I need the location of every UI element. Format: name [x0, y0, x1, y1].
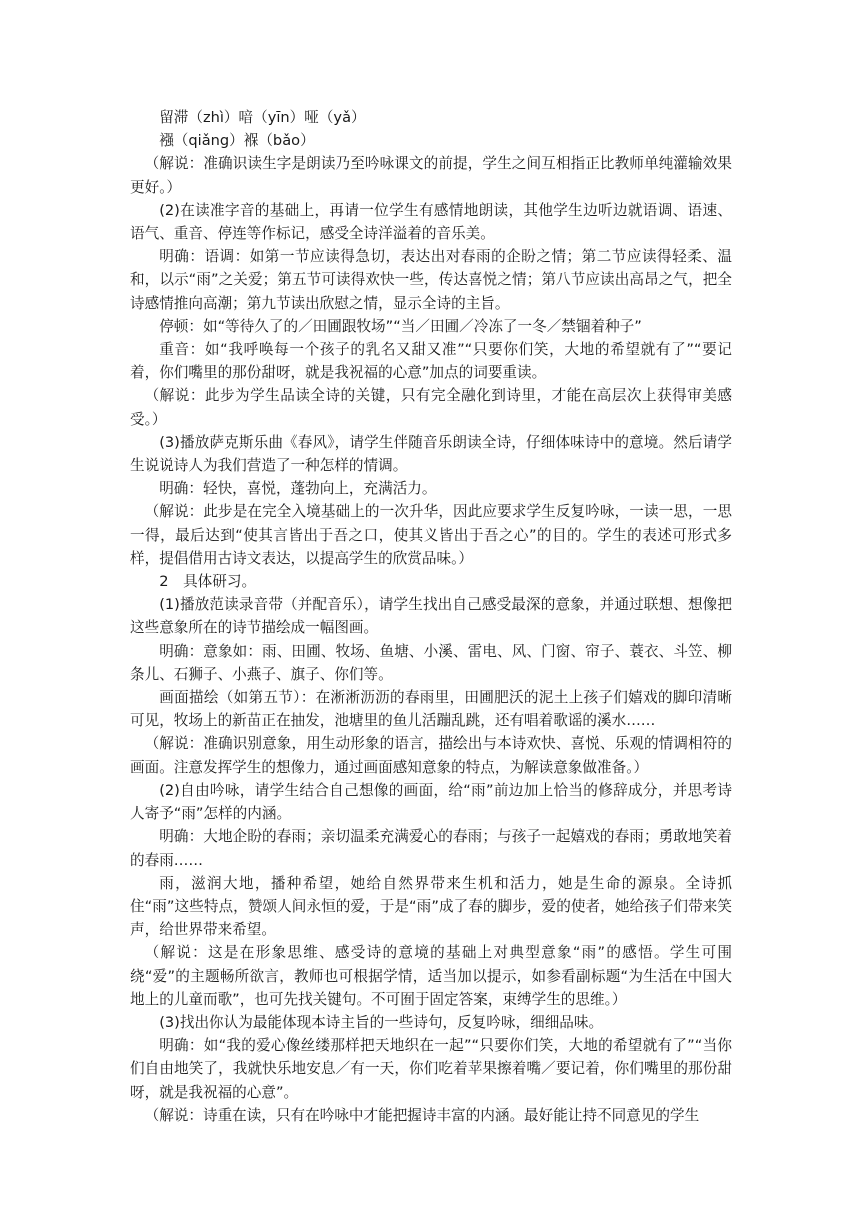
step-paragraph: (3)播放萨克斯乐曲《春风》，请学生伴随音乐朗读全诗，仔细体味诗中的意境。然后请学生说说诗人为我们营造了一种怎样的情调。	[130, 433, 732, 475]
answer-paragraph: 明确：如“我的爱心像丝缕那样把天地织在一起”“只要你们笑，大地的希望就有了”“当你们自由地笑了，我就快乐地安息／有一天，你们吃着苹果擦着嘴／要记着，你们嘴里的那份甜呀，就是我祝福的心意”。	[130, 1037, 732, 1101]
step-paragraph: (1)播放范读录音带（并配音乐），请学生找出自己感受最深的意象，并通过联想、想像把这些意象所在的诗节描绘成一幅图画。	[130, 596, 732, 637]
step-paragraph: (2)自由吟咏，请学生结合自己想像的画面，给“雨”前边加上恰当的修辞成分，并思考诗人寄予“雨”怎样的内涵。	[130, 781, 732, 823]
answer-paragraph: 明确：意象如：雨、田圃、牧场、鱼塘、小溪、雷电、风、门窗、帘子、蓑衣、斗笠、柳条儿、石狮子、小燕子、旗子、你们等。	[130, 642, 732, 683]
section-heading: 2 具体研习。	[159, 573, 257, 591]
step-paragraph: (2)在读准字音的基础上，再请一位学生有感情地朗读，其他学生边听边就语调、语速、语气、重音、停连等作标记，感受全诗洋溢着的音乐美。	[130, 201, 732, 243]
note-paragraph: （解说：准确识读生字是朗读乃至吟咏课文的前提，学生之间互相指正比教师单纯灌输效果更好。）	[130, 155, 732, 196]
step-paragraph: (3)找出你认为最能体现本诗主旨的一些诗句，反复吟咏，细细品味。	[159, 1013, 604, 1031]
note-paragraph: （解说：这是在形象思维、感受诗的意境的基础上对典型意象“雨”的感悟。学生可围绕“爱”的主题畅所欲言，教师也可根据学情，适当加以提示，如参看副标题“为生活在中国大地上的儿童而歌”，也可先找关键句。不可囿于固定答案，束缚学生的思维。）	[130, 944, 732, 1008]
answer-paragraph: 雨，滋润大地，播种希望，她给自然界带来生机和活力，她是生命的源泉。全诗抓住“雨”这些特点，赞颂人间永恒的爱，于是“雨”成了春的脚步，爱的使者，她给孩子们带来笑声，给世界带来希望。	[130, 874, 732, 939]
answer-paragraph: 明确：大地企盼的春雨；亲切温柔充满爱心的春雨；与孩子一起嬉戏的春雨；勇敢地笑着的春雨……	[130, 828, 732, 869]
note-paragraph: （解说：此步是在完全入境基础上的一次升华，因此应要求学生反复吟咏，一读一思，一思一得，最后达到“使其言皆出于吾之口，使其义皆出于吾之心”的目的。学生的表述可形式多样，提倡借用古诗文表达，以提高学生的欣赏品味。）	[130, 503, 732, 567]
pinyin-line-2: 襁（qiǎng）褓（bǎo）	[159, 132, 315, 150]
note-paragraph: （解说：准确识别意象，用生动形象的语言，描绘出与本诗欢快、喜悦、乐观的情调相符的画面。注意发挥学生的想像力，通过画面感知意象的特点，为解读意象做准备。）	[130, 735, 732, 776]
note-paragraph: （解说：此步为学生品读全诗的关键，只有完全融化到诗里，才能在高层次上获得审美感受。）	[130, 387, 732, 428]
body-text	[130, 106, 732, 1127]
pinyin-line-1: 留滞（zhì）喑（yīn）哑（yǎ）	[159, 109, 366, 126]
answer-paragraph: 重音：如“我呼唤每一个孩子的乳名又甜又准”“只要你们笑，大地的希望就有了”“要记着，你们嘴里的那份甜呀，就是我祝福的心意”加点的词要重读。	[130, 341, 732, 382]
answer-paragraph: 明确：轻快，喜悦，蓬勃向上，充满活力。	[159, 480, 437, 498]
answer-paragraph: 明确：语调：如第一节应读得急切，表达出对春雨的企盼之情；第二节应读得轻柔、温和，以示“雨”之关爱；第五节可读得欢快一些，传达喜悦之情；第八节应读出高昂之气，把全诗感情推向高潮；第九节读出欣慰之情，显示全诗的主旨。	[130, 248, 732, 312]
answer-paragraph: 停顿：如“等待久了的／田圃跟牧场”“当／田圃／冷冻了一冬／禁锢着种子”	[159, 317, 642, 335]
note-paragraph: （解说：诗重在读，只有在吟咏中才能把握诗丰富的内涵。最好能让持不同意见的学生	[144, 1106, 700, 1124]
answer-paragraph: 画面描绘（如第五节）：在淅淅沥沥的春雨里，田圃肥沃的泥土上孩子们嬉戏的脚印清晰可见，牧场上的新苗正在抽发，池塘里的鱼儿活蹦乱跳，还有唱着歌谣的溪水……	[130, 689, 732, 730]
